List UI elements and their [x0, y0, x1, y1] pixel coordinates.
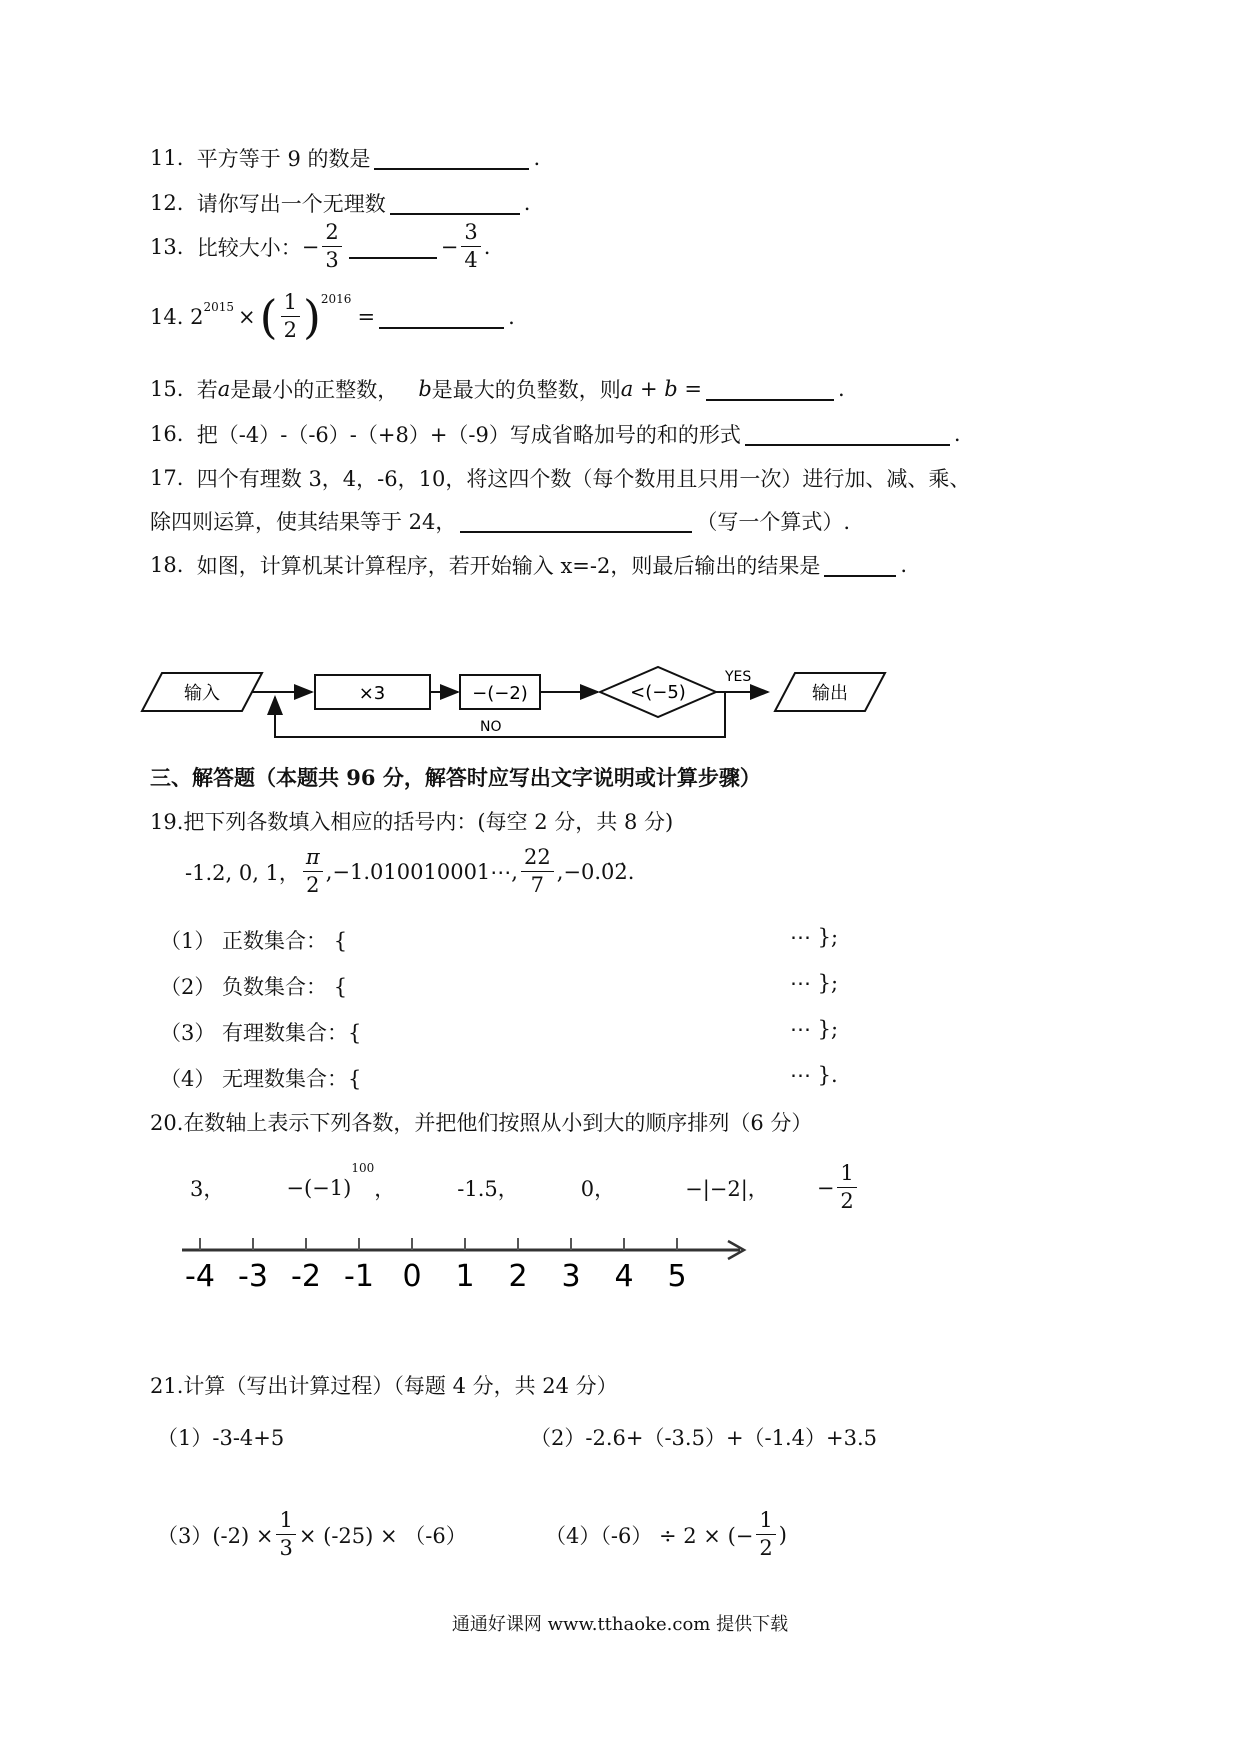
yes-label: YES	[725, 669, 752, 685]
q18-end: .	[900, 553, 908, 577]
q21-part-3-a: （3）(-2) ×	[157, 1523, 274, 1548]
q14-left-paren: (	[259, 289, 278, 344]
q17-text-1: 四个有理数 3，4，-6，10，将这四个数（每个数用且只用一次）进行加、减、乘、	[196, 467, 971, 491]
q14-equals: =	[357, 304, 376, 329]
q21-part-3-fraction	[276, 1510, 295, 1559]
number-line-tick-label: 2	[508, 1259, 528, 1294]
number-line-tick-label: -3	[238, 1259, 268, 1294]
q15-expression: a + b =	[620, 377, 702, 401]
output-label: 输出	[812, 683, 848, 704]
q21-part-3-denominator: 3	[279, 1536, 293, 1560]
q19-numbers-part-2: ,−1.010010001⋯,	[325, 859, 518, 884]
minus-label: −(−2)	[472, 683, 528, 704]
q13-f1-denominator: 3	[325, 248, 339, 272]
q20-value-2-exponent: 100	[351, 1161, 375, 1175]
q19-pi: π	[303, 847, 323, 872]
q18-answer-blank[interactable]	[824, 553, 896, 577]
number-line	[180, 1230, 750, 1300]
q17-text-2: 除四则运算，使其结果等于 24，	[150, 510, 457, 534]
q15-text-1: 若	[196, 378, 218, 402]
q15-number: 15.	[150, 377, 184, 401]
q11-answer-blank[interactable]	[374, 146, 529, 170]
question-14	[150, 289, 515, 344]
q14-numerator: 1	[281, 292, 300, 317]
q12-number: 12.	[150, 191, 184, 215]
q14-fraction	[281, 292, 300, 341]
q19-set-4-label: （4） 无理数集合：{	[160, 1067, 362, 1091]
q15-answer-blank[interactable]	[706, 377, 834, 401]
number-line-tick-label: -2	[291, 1259, 321, 1294]
compare-label: <(−5)	[630, 682, 686, 703]
question-11	[150, 143, 540, 173]
footer-source: 通通好课网 www.tthaoke.com 提供下载	[451, 1614, 789, 1635]
q19-set-2-label: （2） 负数集合： {	[160, 975, 348, 999]
q21-part-3	[157, 1510, 467, 1559]
q16-text: 把（-4）-（-6）-（+8）+（-9）写成省略加号的和的形式	[196, 423, 741, 447]
q14-answer-blank[interactable]	[379, 305, 504, 329]
q13-answer-blank[interactable]	[349, 235, 437, 259]
q13-end: .	[483, 234, 491, 259]
q20-value-6-denominator: 2	[840, 1189, 854, 1213]
number-line-tick-label: -1	[344, 1259, 374, 1294]
q18-number: 18.	[150, 553, 184, 577]
q20-value-4: 0，	[580, 1176, 616, 1201]
q13-f1-numerator: 2	[322, 222, 341, 247]
q20-numbers	[190, 1163, 860, 1212]
question-16	[150, 419, 961, 449]
input-label: 输入	[184, 683, 220, 704]
q20-value-6-numerator: 1	[837, 1163, 856, 1188]
q20-value-5: −|−2|，	[685, 1176, 769, 1201]
no-label: NO	[480, 719, 502, 735]
q21-part-4-a: （4）（-6） ÷ 2 × (−	[545, 1523, 754, 1548]
q19-set-2-end: ⋯ };	[790, 971, 839, 995]
question-15	[150, 374, 845, 404]
q20-title: 20.在数轴上表示下列各数，并把他们按照从小到大的顺序排列（6 分）	[150, 1111, 813, 1135]
q16-end: .	[953, 422, 961, 446]
q19-pi-over-2	[303, 847, 323, 896]
question-18	[150, 550, 907, 580]
number-line-tick-label: 5	[667, 1259, 687, 1294]
q15-text-2: 是最小的正整数，	[230, 378, 399, 402]
question-17-line-1	[150, 463, 970, 493]
q19-22-over-7	[521, 847, 554, 896]
q13-text: 比较大小：	[196, 235, 302, 260]
q19-set-3-label: （3） 有理数集合：{	[160, 1021, 362, 1045]
question-17-line-2	[150, 506, 850, 536]
q14-right-paren: )	[302, 289, 321, 344]
times3-label: ×3	[358, 683, 386, 704]
number-line-tick-label: 3	[561, 1259, 581, 1294]
q14-number: 14.	[150, 304, 184, 329]
q21-part-1: （1）-3-4+5	[157, 1426, 285, 1450]
q11-end: .	[533, 146, 541, 170]
q20-value-2-comma: ，	[374, 1176, 396, 1201]
q11-text: 平方等于 9 的数是	[196, 147, 371, 171]
q21-part-4-fraction	[756, 1510, 775, 1559]
number-line-tick-label: -4	[185, 1259, 215, 1294]
q14-end: .	[508, 304, 515, 329]
q13-number: 13.	[150, 234, 184, 259]
q20-value-1: 3，	[190, 1176, 225, 1201]
q11-number: 11.	[150, 146, 184, 170]
q21-part-4-b: )	[778, 1522, 787, 1547]
question-12	[150, 188, 530, 218]
question-13	[150, 222, 490, 271]
q16-answer-blank[interactable]	[745, 422, 950, 446]
q14-exponent-2: 2016	[320, 292, 352, 306]
q13-minus-1: −	[301, 234, 320, 259]
q21-part-4-numerator: 1	[756, 1510, 775, 1535]
q20-value-6-fraction	[837, 1163, 856, 1212]
q21-title: 21.计算（写出计算过程）（每题 4 分，共 24 分）	[150, 1374, 618, 1398]
q14-times: ×	[238, 304, 256, 329]
q14-denominator: 2	[283, 318, 297, 342]
number-line-tick-label: 4	[614, 1259, 634, 1294]
section-3-title: 三、解答题（本题共 96 分，解答时应写出文字说明或计算步骤）	[150, 765, 761, 790]
q13-f2-denominator: 4	[464, 248, 478, 272]
q14-exponent-1: 2015	[203, 300, 235, 314]
q19-numbers-part-3: ,−0.0̇2̇.	[556, 859, 635, 884]
q19-7: 7	[530, 873, 545, 897]
q12-text: 请你写出一个无理数	[196, 192, 386, 216]
q17-answer-blank[interactable]	[460, 509, 692, 533]
q21-part-4-denominator: 2	[759, 1536, 773, 1560]
q15-text-3: 是最大的负整数，则	[431, 378, 621, 402]
q15-var-a: a	[217, 377, 231, 401]
q12-end: .	[523, 191, 531, 215]
q14-base: 2	[190, 304, 204, 329]
q19-set-4-end: ⋯ }.	[790, 1063, 838, 1087]
q19-two: 2	[306, 873, 320, 897]
q13-fraction-2	[461, 222, 480, 271]
q15-var-b: b	[418, 377, 432, 401]
q19-numbers-part-1: -1.2, 0, 1，	[185, 860, 300, 885]
q12-answer-blank[interactable]	[390, 191, 520, 215]
q21-part-3-numerator: 1	[276, 1510, 295, 1535]
q21-part-4	[545, 1510, 787, 1559]
q13-fraction-1	[322, 222, 341, 271]
program-flowchart	[140, 665, 900, 745]
q19-numbers	[185, 847, 634, 896]
q20-value-2: −(−1)	[286, 1175, 352, 1200]
q17-text-3: （写一个算式）.	[696, 510, 851, 534]
q13-f2-numerator: 3	[461, 222, 480, 247]
q19-title: 19.把下列各数填入相应的括号内：(每空 2 分，共 8 分)	[150, 810, 674, 834]
q19-set-3-end: ⋯ };	[790, 1017, 839, 1041]
q20-value-3: -1.5，	[457, 1176, 519, 1201]
q19-22: 22	[521, 847, 554, 872]
q16-number: 16.	[150, 422, 184, 446]
q20-value-6-minus: −	[816, 1175, 835, 1200]
q21-part-3-b: × (-25) × （-6）	[298, 1523, 467, 1548]
number-line-tick-label: 1	[455, 1259, 475, 1294]
q21-part-2: （2）-2.6+（-3.5）+（-1.4）+3.5	[530, 1426, 878, 1450]
q15-end: .	[837, 377, 845, 401]
q17-number: 17.	[150, 466, 184, 490]
q19-set-1-label: （1） 正数集合： {	[160, 929, 348, 953]
number-line-tick-label: 0	[402, 1259, 422, 1294]
q19-set-1-end: ⋯ };	[790, 925, 839, 949]
q18-text: 如图，计算机某计算程序，若开始输入 x=-2，则最后输出的结果是	[196, 554, 821, 578]
q13-minus-2: −	[440, 234, 459, 259]
